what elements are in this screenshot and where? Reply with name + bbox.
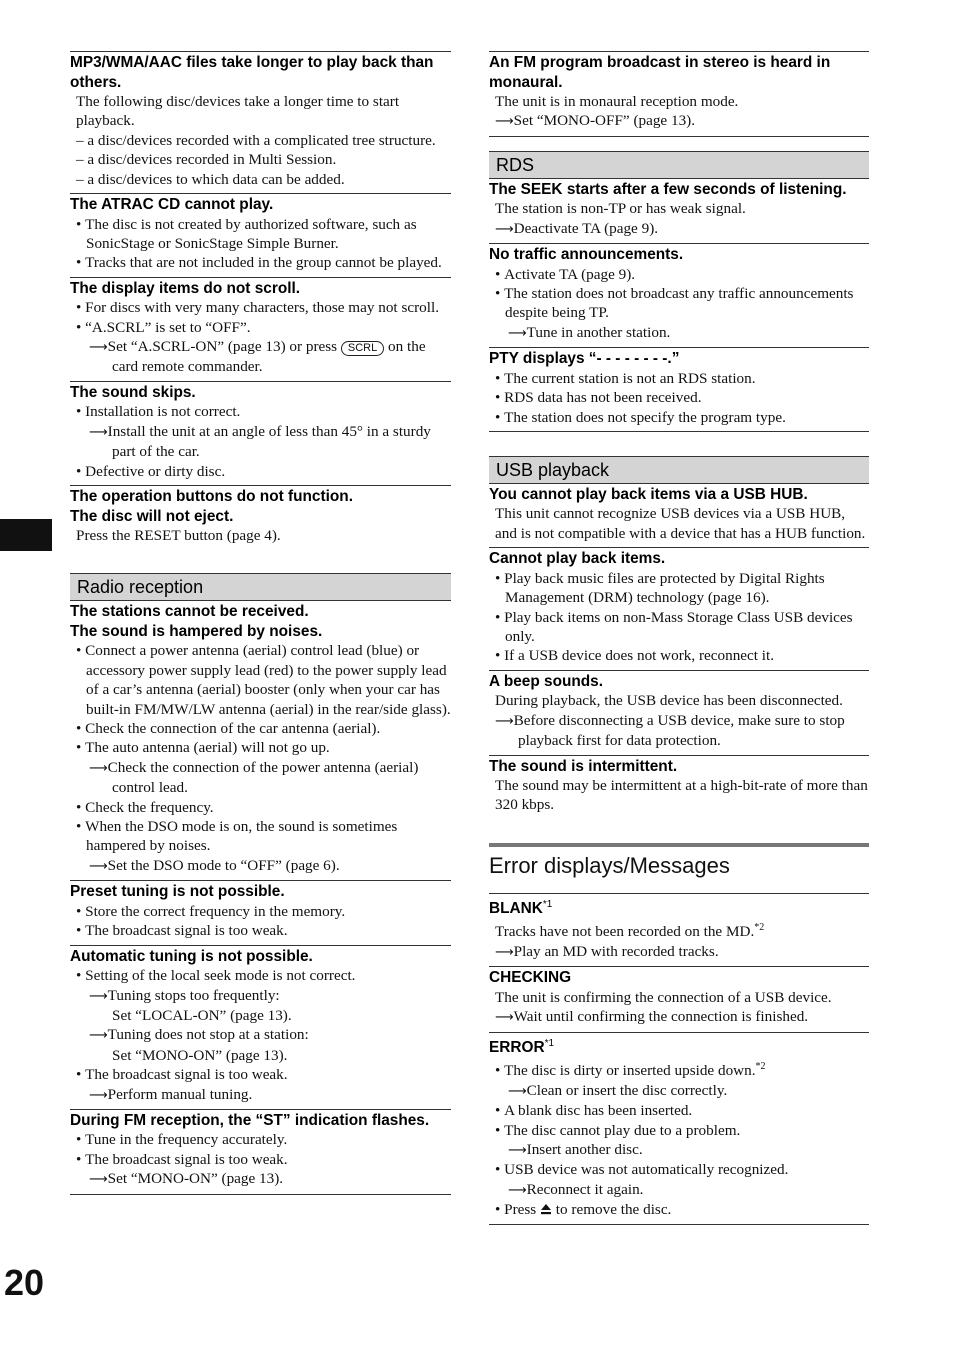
remedy-item: ⟶Set “MONO-ON” (page 13).: [89, 1170, 284, 1188]
arrow-right-icon: ⟶: [508, 1083, 527, 1099]
topic-heading: The stations cannot be received.: [70, 603, 309, 621]
list-item: • USB device was not automatically recognized.: [489, 1160, 869, 1179]
topic-sound-skips: [70, 381, 451, 485]
list-item: – a disc/devices recorded in Multi Session.: [70, 150, 451, 169]
list-item: • Activate TA (page 9).: [489, 265, 869, 284]
remedy-item: ⟶Perform manual tuning.: [89, 1085, 253, 1103]
list-item: • If a USB device does not work, reconnect it.: [489, 646, 869, 665]
remedy-item: ⟶Reconnect it again.: [508, 1180, 644, 1198]
arrow-right-icon: ⟶: [508, 325, 527, 341]
arrow-right-icon: ⟶: [495, 1010, 514, 1026]
arrow-right-icon: ⟶: [89, 1172, 108, 1188]
right-column: [489, 51, 869, 1225]
page-number: 20: [4, 1262, 45, 1303]
topic-heading: The sound is hampered by noises.: [70, 622, 323, 640]
topic-text: During playback, the USB device has been disconnected.: [495, 692, 843, 710]
topic-stations: [70, 601, 451, 880]
topic-text: The following disc/devices take a longer time to start playback.: [76, 93, 400, 130]
list-item: • Store the correct frequency in the memory.: [70, 902, 451, 921]
list-item: • “A.SCRL” is set to “OFF”.: [70, 318, 451, 337]
topic-buttons: [70, 485, 451, 549]
error-code: CHECKING: [489, 969, 572, 987]
topic-text: This unit cannot recognize USB devices via a USB HUB, and is not compatible with a device that has a HUB function.: [495, 505, 866, 542]
list-item: • The current station is not an RDS station.: [489, 369, 869, 388]
error-blank: [489, 894, 869, 967]
topic-display-scroll: [70, 277, 451, 381]
remedy-item: ⟶Wait until confirming the connection is finished.: [495, 1008, 809, 1026]
list-item: • Tune in the frequency accurately.: [70, 1130, 451, 1149]
list-item: • Setting of the local seek mode is not correct.: [70, 966, 451, 985]
list-item: • Installation is not correct.: [70, 402, 451, 421]
topic-heading: PTY displays “- - - - - - - -.”: [489, 350, 680, 368]
list-item: • Defective or dirty disc.: [70, 462, 451, 481]
topic-heading: A beep sounds.: [489, 672, 604, 690]
topic-pty: [489, 347, 869, 432]
scrl-key-icon: SCRL: [341, 341, 384, 356]
topic-mp3-slow: [70, 51, 451, 193]
arrow-right-icon: ⟶: [495, 114, 514, 130]
arrow-right-icon: ⟶: [89, 988, 108, 1004]
remedy-item: ⟶Check the connection of the power antenna (aerial) control lead.: [89, 758, 419, 797]
section-title-error-displays: Error displays/Messages: [489, 843, 869, 894]
arrow-right-icon: ⟶: [89, 1087, 108, 1103]
remedy-item: ⟶Set “A.SCRL-ON” (page 13) or press SCRL on the card remote commander.: [89, 338, 426, 376]
list-item: • Check the connection of the car antenna (aerial).: [70, 719, 451, 738]
remedy-item: ⟶Before disconnecting a USB device, make sure to stop playback first for data protection.: [495, 711, 845, 750]
topic-heading: The disc will not eject.: [70, 507, 234, 525]
list-item: • The station does not specify the program type.: [489, 408, 869, 427]
list-item: • Tracks that are not included in the group cannot be played.: [70, 253, 451, 272]
arrow-right-icon: ⟶: [495, 944, 514, 960]
topic-heading: Cannot play back items.: [489, 550, 666, 568]
error-code: BLANK$^{*1}$: [489, 898, 553, 917]
eject-icon: [540, 1203, 552, 1215]
section-usb-playback: USB playback: [489, 456, 869, 484]
chapter-side-tab: [0, 519, 52, 551]
list-item: – a disc/devices recorded with a complicated tree structure.: [70, 131, 451, 150]
topic-text: Press the RESET button (page 4).: [76, 527, 281, 544]
list-item: • Check the frequency.: [70, 798, 451, 817]
list-item: • The disc cannot play due to a problem.: [489, 1121, 869, 1140]
remedy-item: ⟶Set “MONO-OFF” (page 13).: [495, 112, 696, 130]
topic-heading: Preset tuning is not possible.: [70, 883, 285, 901]
topic-heading: You cannot play back items via a USB HUB.: [489, 485, 808, 503]
remedy-item: ⟶Play an MD with recorded tracks.: [495, 942, 719, 960]
list-item: • RDS data has not been received.: [489, 388, 869, 407]
arrow-right-icon: ⟶: [508, 1142, 527, 1158]
topic-heading: Automatic tuning is not possible.: [70, 947, 313, 965]
topic-heading: The sound is intermittent.: [489, 757, 678, 775]
arrow-right-icon: ⟶: [89, 340, 108, 356]
arrow-right-icon: ⟶: [508, 1182, 527, 1198]
topic-auto-tuning: [70, 945, 451, 1109]
error-text: The unit is confirming the connection of a USB device.: [495, 988, 832, 1006]
list-item: – a disc/devices to which data can be added.: [70, 170, 451, 189]
topic-heading: The operation buttons do not function.: [70, 488, 353, 505]
list-item: • The disc is dirty or inserted upside down.$^{*2}$: [489, 1057, 869, 1080]
remedy-item: ⟶Insert another disc.: [508, 1140, 643, 1158]
footnote-mark: *1: [544, 1037, 555, 1049]
topic-text: The unit is in monaural reception mode.: [495, 93, 739, 110]
section-rds: RDS: [489, 151, 869, 179]
list-item: • A blank disc has been inserted.: [489, 1101, 869, 1120]
section-radio-reception: Radio reception: [70, 573, 451, 601]
topic-text: The station is non-TP or has weak signal.: [495, 200, 746, 218]
remedy-item: ⟶Deactivate TA (page 9).: [495, 219, 659, 237]
list-item: • For discs with very many characters, those may not scroll.: [70, 298, 451, 317]
list-item: • Press to remove the disc.: [489, 1200, 869, 1219]
error-text: Tracks have not been recorded on the MD.$^{*2}$: [495, 922, 765, 941]
remedy-item: ⟶Tuning does not stop at a station:: [89, 1026, 309, 1044]
arrow-right-icon: ⟶: [89, 424, 108, 440]
list-item: • The broadcast signal is too weak.: [70, 1150, 451, 1169]
topic-heading: During FM reception, the “ST” indication flashes.: [70, 1111, 430, 1129]
topic-st-flashes: [70, 1109, 451, 1195]
list-item: • Connect a power antenna (aerial) control lead (blue) or accessory power supply lead (red) to the power supply lead of a car’s antenna (aerial) booster (only when your car has built-in FM/MW/LW antenna (aerial) in the rear/side glass).: [70, 641, 451, 719]
topic-traffic: [489, 243, 869, 347]
remedy-detail: Set “MONO-ON” (page 13).: [112, 1046, 288, 1064]
topic-intermittent: [489, 755, 869, 819]
remedy-item: ⟶Install the unit at an angle of less than 45° in a sturdy part of the car.: [89, 422, 431, 461]
list-item: • The broadcast signal is too weak.: [70, 921, 451, 940]
remedy-item: ⟶Tune in another station.: [508, 323, 671, 341]
arrow-right-icon: ⟶: [89, 858, 108, 874]
remedy-item: ⟶Set the DSO mode to “OFF” (page 6).: [89, 856, 340, 874]
footnote-mark: *1: [542, 898, 553, 910]
arrow-right-icon: ⟶: [89, 1028, 108, 1044]
list-item: • The disc is not created by authorized software, such as SonicStage or SonicStage Simple Burner.: [70, 215, 451, 254]
topic-heading: The sound skips.: [70, 383, 196, 401]
topic-text: The sound may be intermittent at a high-bit-rate of more than 320 kbps.: [495, 777, 868, 814]
topic-heading: MP3/WMA/AAC files take longer to play back than others.: [70, 54, 434, 91]
topic-heading: No traffic announcements.: [489, 246, 684, 264]
topic-heading: The SEEK starts after a few seconds of listening.: [489, 180, 847, 198]
topic-seek: [489, 179, 869, 243]
topic-cannot-play: [489, 547, 869, 670]
topic-heading: An FM program broadcast in stereo is heard in monaural.: [489, 54, 831, 91]
list-item: • The auto antenna (aerial) will not go up.: [70, 738, 451, 757]
left-column: [70, 51, 451, 1195]
error-code: ERROR$^{*1}$: [489, 1037, 555, 1056]
remedy-item: ⟶Clean or insert the disc correctly.: [508, 1081, 728, 1099]
topic-heading: The display items do not scroll.: [70, 279, 301, 297]
topic-heading: The ATRAC CD cannot play.: [70, 196, 274, 214]
error-checking: [489, 966, 869, 1031]
topic-preset: [70, 880, 451, 944]
topic-usb-hub: [489, 484, 869, 547]
list-item: • When the DSO mode is on, the sound is sometimes hampered by noises.: [70, 817, 451, 856]
remedy-detail: Set “LOCAL-ON” (page 13).: [112, 1006, 292, 1024]
arrow-right-icon: ⟶: [495, 221, 514, 237]
topic-fm-monaural: [489, 51, 869, 137]
list-item: • Play back music files are protected by Digital Rights Management (DRM) technology (page 16).: [489, 569, 869, 608]
topic-atrac: [70, 193, 451, 277]
error-error: [489, 1032, 869, 1225]
list-item: • The station does not broadcast any traffic announcements despite being TP.: [489, 284, 869, 323]
list-item: • Play back items on non-Mass Storage Class USB devices only.: [489, 608, 869, 647]
remedy-item: ⟶Tuning stops too frequently:: [89, 986, 280, 1004]
arrow-right-icon: ⟶: [89, 760, 108, 776]
list-item: • The broadcast signal is too weak.: [70, 1065, 451, 1084]
topic-beep: [489, 670, 869, 755]
arrow-right-icon: ⟶: [495, 713, 514, 729]
